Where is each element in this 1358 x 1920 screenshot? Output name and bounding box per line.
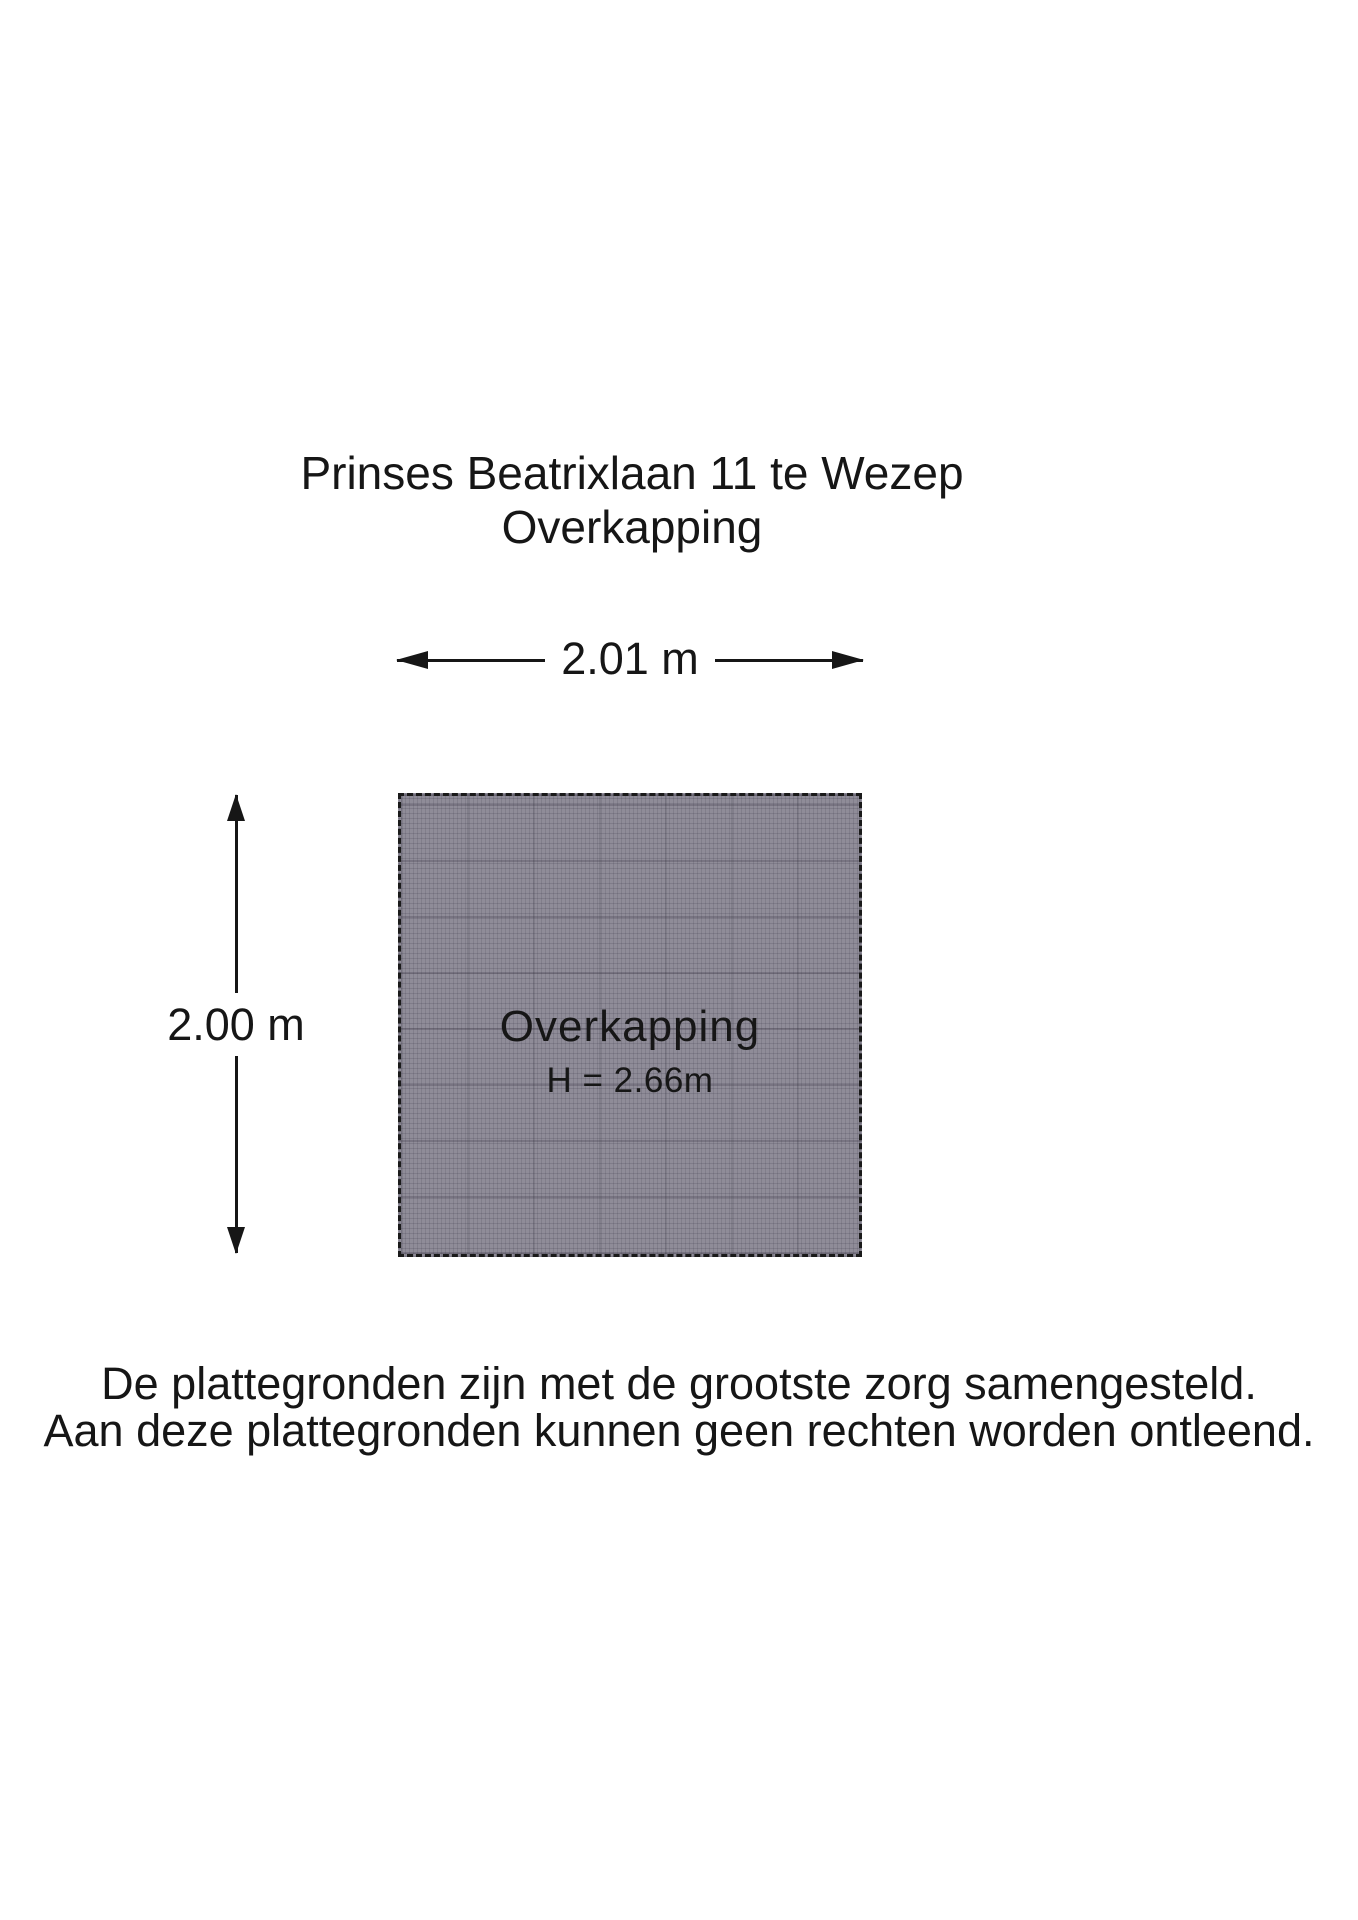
height-dimension-label: 2.00 m <box>167 998 305 1050</box>
plan-title <box>0 446 1264 554</box>
height-dimension-line-bottom <box>235 1056 238 1254</box>
room-height-label: H = 2.66m <box>546 1060 714 1100</box>
arrow-down-icon <box>227 1227 245 1254</box>
width-dimension-line-right <box>715 659 863 662</box>
disclaimer-line2: Aan deze plattegronden kunnen geen rechten worden ontleend. <box>43 1405 1315 1456</box>
arrow-up-icon <box>227 794 245 821</box>
width-dimension <box>397 632 863 684</box>
height-dimension <box>126 795 346 1253</box>
overkapping-area <box>398 793 862 1257</box>
width-dimension-label: 2.01 m <box>561 632 699 684</box>
arrow-left-icon <box>396 651 428 669</box>
room-label: Overkapping <box>499 1001 761 1051</box>
height-dimension-line-top <box>235 795 238 993</box>
plan-title-address: Prinses Beatrixlaan 11 te Wezep <box>300 447 964 499</box>
width-dimension-line-left <box>397 659 545 662</box>
disclaimer-line1: De plattegronden zijn met de grootste zorg samengesteld. <box>101 1358 1257 1409</box>
arrow-right-icon <box>832 651 864 669</box>
plan-title-subtitle: Overkapping <box>501 501 763 553</box>
disclaimer <box>0 1360 1358 1454</box>
